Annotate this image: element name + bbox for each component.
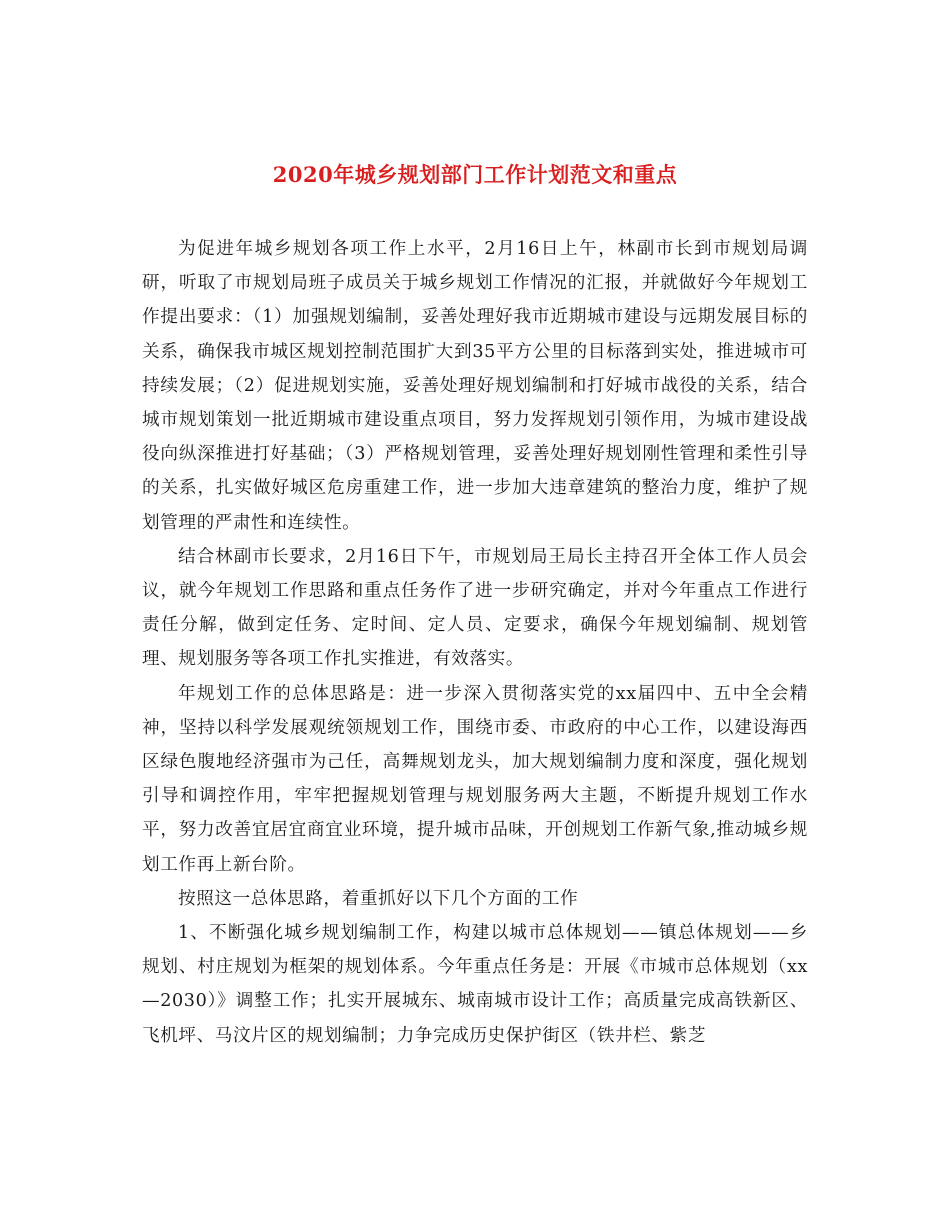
- paragraph-2: 结合林副市长要求，2月16日下午，市规划局王局长主持召开全体工作人员会议，就今年规划工作思路和重点任务作了进一步研究确定，并对今年重点工作进行责任分解，做到定任务、定时间、定人员、定要求，确保今年规划编制、规划管理、规划服务等各项工作扎实推进，有效落实。: [142, 546, 808, 670]
- paragraph-3: 年规划工作的总体思路是：进一步深入贯彻落实党的xx届四中、五中全会精神，坚持以科学发展观统领规划工作，围绕市委、市政府的中心工作，以建设海西区绿色腹地经济强市为己任，高舞规划龙头，加大规划编制力度和深度，强化规划引导和调控作用，牢牢把握规划管理与规划服务两大主题，不断提升规划工作水平，努力改善宜居宜商宜业环境，提升城市品味，开创规划工作新气象,推动城乡规划工作再上新台阶。: [142, 683, 808, 875]
- document-title: 2020年城乡规划部门工作计划范文和重点: [272, 162, 678, 188]
- paragraph-1: 为促进年城乡规划各项工作上水平，2月16日上午，林副市长到市规划局调研，听取了市规划局班子成员关于城乡规划工作情况的汇报，并就做好今年规划工作提出要求：（1）加强规划编制，妥善处理好我市近期城市建设与远期发展目标的关系，确保我市城区规划控制范围扩大到35平方公里的目标落到实处，推进城市可持续发展；（2）促进规划实施，妥善处理好规划编制和打好城市战役的关系，结合城市规划策划一批近期城市建设重点项目，努力发挥规划引领作用，为城市建设战役向纵深推进打好基础；（3）严格规划管理，妥善处理好规划刚性管理和柔性引导的关系，扎实做好城区危房重建工作，进一步加大违章建筑的整治力度，维护了规划管理的严肃性和连续性。: [142, 239, 808, 533]
- paragraph-5: 1、不断强化城乡规划编制工作，构建以城市总体规划——镇总体规划——乡规划、村庄规划为框架的规划体系。今年重点任务是：开展《市城市总体规划（xx—2030）》调整工作；扎实开展城东、城南城市设计工作；高质量完成高铁新区、飞机坪、马汶片区的规划编制；力争完成历史保护街区（铁井栏、紫芝: [142, 923, 808, 1046]
- document-body: [142, 232, 808, 1053]
- paragraph-4: 按照这一总体思路，着重抓好以下几个方面的工作: [178, 888, 579, 909]
